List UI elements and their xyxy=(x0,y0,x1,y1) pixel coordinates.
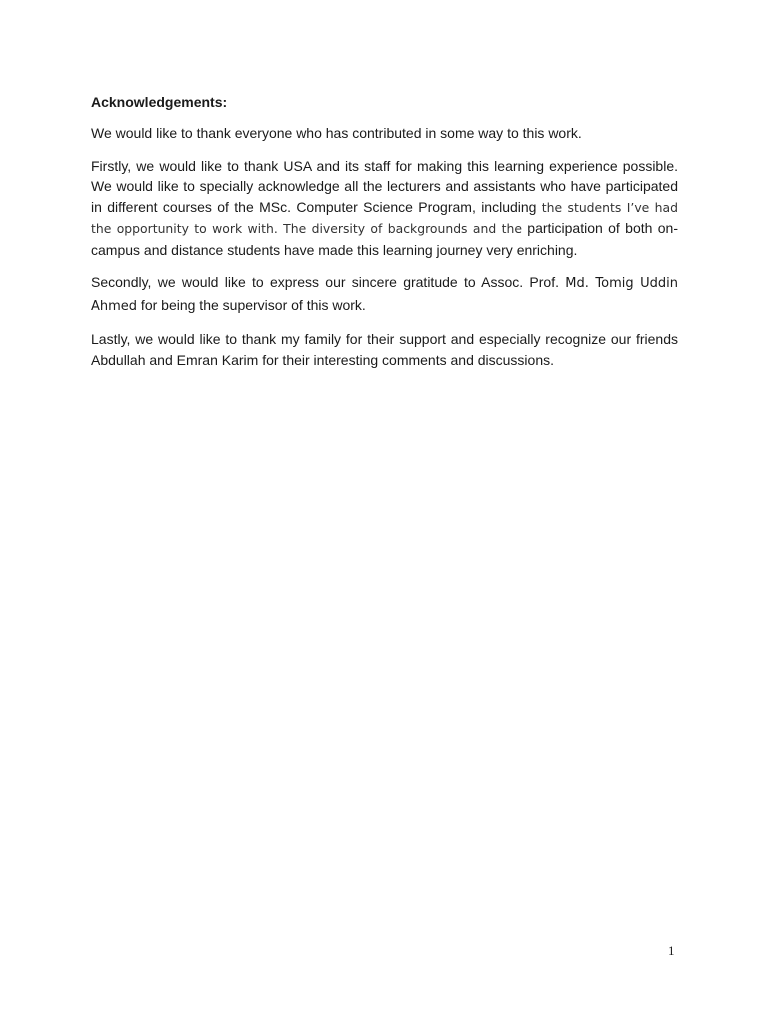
acknowledgements-heading: Acknowledgements: xyxy=(91,94,228,110)
paragraph-thanks-everyone: We would like to thank everyone who has contributed in some way to this work. xyxy=(91,125,582,141)
paragraph-thanks-usa-part2: the students I’ve had the opportunity to work with. The diversity of backgrounds and the xyxy=(91,199,678,236)
supervisor-text-after: for being the supervisor of this work. xyxy=(137,296,366,313)
supervisor-name: Md. Tomig Uddin Ahmed xyxy=(91,276,678,314)
paragraph-thanks-family: Lastly, we would like to thank my family for their support and especially recognize our friends Abdullah and Emran Karim for their interesting comments and discussions. xyxy=(91,331,678,368)
page-number: 1 xyxy=(668,943,675,958)
paragraph-thanks-supervisor xyxy=(91,272,678,317)
document-page xyxy=(91,92,678,382)
supervisor-text-before: Secondly, we would like to express our sincere gratitude to Assoc. Prof. xyxy=(91,274,566,290)
paragraph-thanks-usa-part3: participation of both on-campus and distance students have made this learning journey very enriching. xyxy=(91,220,678,258)
paragraph-thanks-usa-part1: Firstly, we would like to thank USA and its staff for making this learning experience possible. We would like to specially acknowledge all the lecturers and assistants who have participated in different courses of the MSc. Computer Science Program, including xyxy=(91,157,678,215)
paragraph-thanks-usa xyxy=(91,156,678,261)
